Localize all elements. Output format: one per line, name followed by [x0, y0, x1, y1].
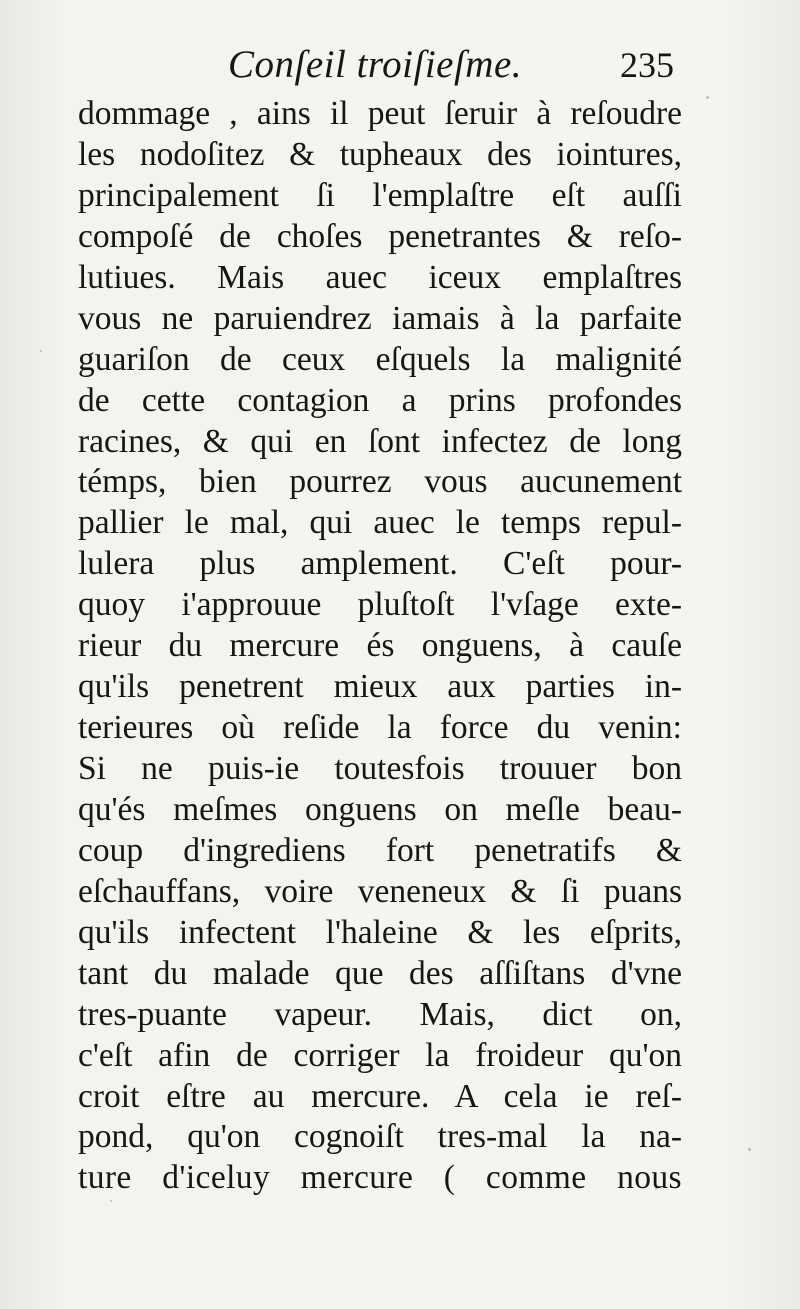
paper-speck — [110, 1200, 112, 1202]
running-title: Conſeil troiſieſme. — [228, 43, 523, 86]
paper-speck — [655, 1188, 657, 1190]
text-line: compoſé de choſes penetrantes & reſo- — [78, 217, 682, 255]
text-line: tres-puante vapeur. Mais, dict on, — [78, 995, 682, 1033]
text-line: guariſon de ceux eſquels la malignité — [78, 340, 682, 378]
text-line: c'eſt afin de corriger la froideur qu'on — [78, 1036, 682, 1074]
text-line: qu'ils penetrent mieux aux parties in- — [78, 668, 682, 706]
text-line: tant du malade que des aſſiſtans d'vne — [78, 954, 682, 992]
text-line: qu'és meſmes onguens on meſle beau- — [78, 790, 682, 828]
text-line: pallier le mal, qui auec le temps repul- — [78, 504, 682, 542]
page-number: 235 — [620, 45, 674, 85]
text-line: eſchauffans, voire veneneux & ſi puans — [78, 872, 682, 910]
text-line: principalement ſi l'emplaſtre eſt auſſi — [78, 176, 682, 214]
paper-speck — [748, 1148, 751, 1151]
text-line: témps, bien pourrez vous aucunement — [78, 463, 682, 501]
paper-speck — [706, 96, 709, 99]
text-line: dommage , ains il peut ſeruir à reſoudre — [78, 95, 682, 132]
page-header — [0, 40, 800, 100]
text-line: les nodoſitez & tupheaux des iointures, — [78, 135, 682, 173]
text-line: Si ne puis-ie toutesfois trouuer bon — [78, 750, 682, 787]
text-line: racines, & qui en ſont infectez de long — [78, 422, 682, 460]
text-line: lutiues. Mais auec iceux emplaſtres — [78, 258, 682, 296]
text-line: rieur du mercure és onguens, à cauſe — [78, 627, 682, 665]
text-line: quoy i'approuue pluſtoſt l'vſage exte- — [78, 586, 682, 624]
paper-speck — [40, 350, 42, 352]
text-line: terieures où reſide la force du venin: — [78, 709, 682, 747]
text-line: coup d'ingrediens fort penetratifs & — [78, 831, 682, 869]
text-line: vous ne paruiendrez iamais à la parfaite — [78, 299, 682, 337]
text-line: croit eſtre au mercure. A cela ie reſ- — [78, 1077, 682, 1115]
text-line: qu'ils infectent l'haleine & les eſprits, — [78, 913, 682, 951]
body-text — [78, 94, 682, 1199]
text-line: ture d'iceluy mercure ( comme nous — [78, 1159, 682, 1197]
text-line: de cette contagion a prins profondes — [78, 381, 682, 419]
text-line: pond, qu'on cognoiſt tres-mal la na- — [78, 1118, 682, 1156]
text-line: lulera plus amplement. C'eſt pour- — [78, 545, 682, 583]
